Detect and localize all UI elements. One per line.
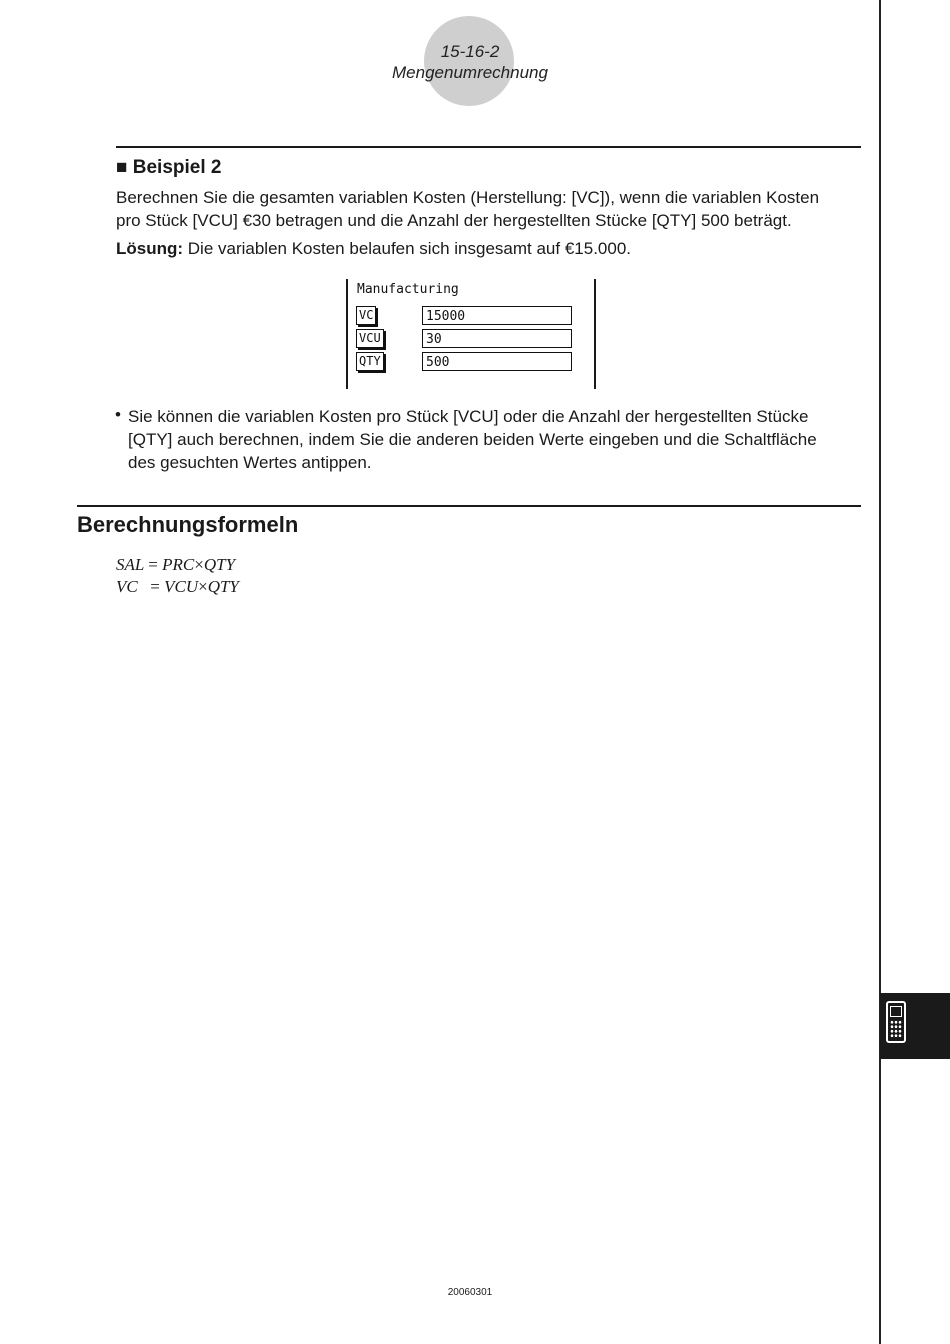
formula-vc-left: VC — [116, 577, 138, 596]
note-line-1: Sie können die variablen Kosten pro Stück [VCU] oder die Anzahl der hergestellten Stücke — [128, 407, 809, 426]
calculator-icon — [886, 1001, 906, 1043]
formula-sal-left: SAL — [116, 555, 145, 574]
section-title: Berechnungsformeln — [77, 512, 299, 537]
vcu-field[interactable]: 30 — [422, 329, 572, 348]
calculator-title: Manufacturing — [357, 282, 459, 297]
formula-sal-op: × — [194, 555, 204, 574]
example-divider — [116, 146, 861, 148]
note-line-3: des gesuchten Wertes antippen. — [128, 453, 372, 472]
vc-button[interactable]: VC — [356, 306, 376, 325]
formula-sal-b: QTY — [203, 555, 236, 574]
bullet: • — [115, 405, 121, 424]
task-line-2: pro Stück [VCU] €30 betragen und die Anzahl der hergestellten Stücke [QTY] 500 beträgt. — [116, 211, 792, 230]
section-divider — [77, 505, 861, 507]
solution-label: Lösung: — [116, 239, 184, 258]
chapter-title: Mengenumrechnung — [392, 63, 548, 82]
solution-text: Die variablen Kosten belaufen sich insgesamt auf €15.000. — [183, 239, 631, 258]
formula-sal-eq: = — [148, 555, 158, 574]
qty-field[interactable]: 500 — [422, 352, 572, 371]
formula-sal — [116, 555, 235, 575]
example-task — [116, 186, 866, 232]
task-line-1: Berechnen Sie die gesamten variablen Kosten (Herstellung: [VC]), wenn die variablen Kosten — [116, 188, 820, 207]
qty-button[interactable]: QTY — [356, 352, 384, 371]
page-number: 15-16-2 — [440, 42, 500, 61]
example-heading: ■ Beispiel 2 — [116, 157, 222, 178]
calculator-screenshot — [346, 279, 596, 389]
formula-vc-eq: = — [150, 577, 160, 596]
footer-code: 20060301 — [447, 1287, 493, 1298]
formula-vc-b: QTY — [207, 577, 239, 596]
formula-vc — [116, 577, 239, 597]
chapter-side-tab — [880, 993, 950, 1059]
page-edge-rule — [879, 0, 881, 1344]
note-text — [128, 405, 868, 474]
formula-vc-a: VCU — [164, 577, 199, 596]
vcu-button[interactable]: VCU — [356, 329, 384, 348]
vc-field[interactable]: 15000 — [422, 306, 572, 325]
note-line-2: [QTY] auch berechnen, indem Sie die anderen beiden Werte eingeben und die Schaltfläche — [128, 430, 817, 449]
formula-vc-op: × — [198, 577, 208, 596]
example-solution — [116, 237, 866, 260]
formula-sal-a: PRC — [162, 555, 195, 574]
